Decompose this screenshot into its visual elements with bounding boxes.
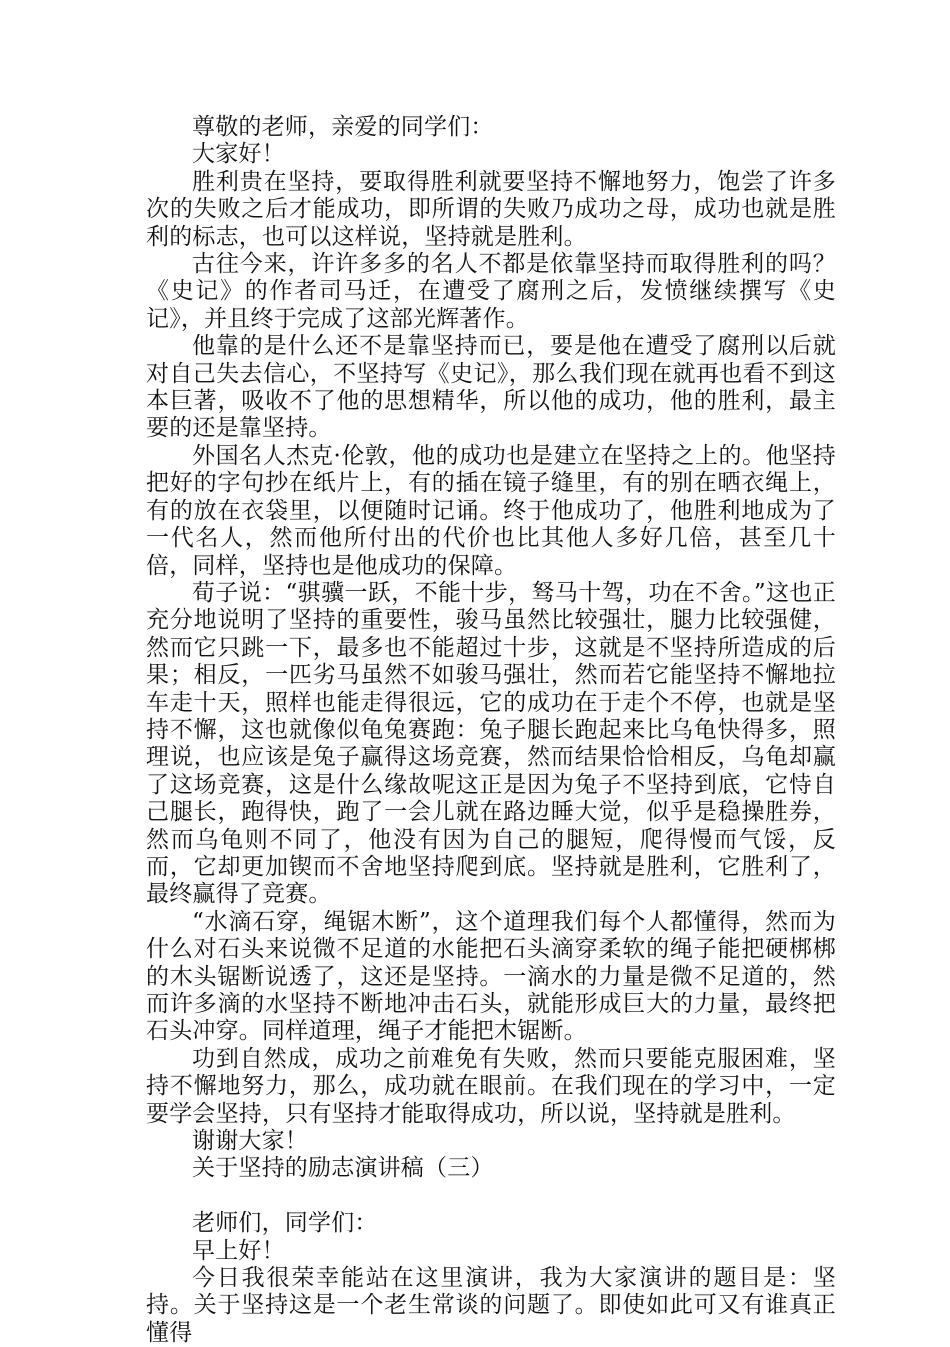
blank-line xyxy=(146,1183,836,1210)
document-page xyxy=(146,114,836,1347)
greeting: 老师们，同学们： xyxy=(192,1210,378,1237)
body-paragraph: 外国名人杰克·伦敦，他的成功也是建立在坚持之上的。他坚持把好的字句抄在纸片上，有的插在镜子缝里，有的别在晒衣绳上，有的放在衣袋里，以便随时记诵。终于他成功了，他胜利地成为了一代名人，然而他所付出的代价也比其他人多好几倍，甚至几十倍，同样，坚持也是他成功的保障。 xyxy=(146,442,836,579)
body-paragraph: 他靠的是什么还不是靠坚持而已，要是他在遭受了腐刑以后就对自己失去信心，不坚持写《史记》，那么我们现在就再也看不到这本巨著，吸收不了他的思想精华，所以他的成功，他的胜利，最主要的还是靠坚持。 xyxy=(146,333,836,442)
closing-thanks: 谢谢大家！ xyxy=(192,1128,308,1155)
body-paragraph: “水滴石穿，绳锯木断”，这个道理我们每个人都懂得，然而为什么对石头来说微不足道的水能把石头滴穿柔软的绳子能把硬梆梆的木头锯断说透了，这还是坚持。一滴水的力量是微不足道的，然而许多滴的水坚持不断地冲击石头，就能形成巨大的力量，最终把石头冲穿。同样道理，绳子才能把木锯断。 xyxy=(146,908,836,1045)
body-paragraph: 荀子说：“骐骥一跃，不能十步，驽马十驾，功在不舍。”这也正充分地说明了坚持的重要性，骏马虽然比较强壮，腿力比较强健，然而它只跳一下，最多也不能超过十步，这就是不坚持所造成的后果；相反，一匹劣马虽然不如骏马强壮，然而若它能坚持不懈地拉车走十天，照样也能走得很远，它的成功在于走个不停，也就是坚持不懈，这也就像似龟兔赛跑：兔子腿长跑起来比乌龟快得多，照理说，也应该是兔子赢得这场竞赛，然而结果恰恰相反，乌龟却赢了这场竞赛，这是什么缘故呢这正是因为兔子不坚持到底，它恃自己腿长，跑得快，跑了一会儿就在路边睡大觉，似乎是稳操胜券，然而乌龟则不同了，他没有因为自己的腿短，爬得慢而气馁，反而，它却更加锲而不舍地坚持爬到底。坚持就是胜利，它胜利了，最终赢得了竞赛。 xyxy=(146,579,836,908)
body-paragraph: 今日我很荣幸能站在这里演讲，我为大家演讲的题目是：坚持。关于坚持这是一个老生常谈的问题了。即使如此可又有谁真正懂得 xyxy=(146,1265,836,1346)
salutation: 早上好！ xyxy=(192,1237,285,1264)
body-paragraph: 胜利贵在坚持，要取得胜利就要坚持不懈地努力，饱尝了许多次的失败之后才能成功，即所谓的失败乃成功之母，成功也就是胜利的标志，也可以这样说，坚持就是胜利。 xyxy=(146,168,836,250)
body-paragraph: 功到自然成，成功之前难免有失败，然而只要能克服困难，坚持不懈地努力，那么，成功就在眼前。在我们现在的学习中，一定要学会坚持，只有坚持才能取得成功，所以说，坚持就是胜利。 xyxy=(146,1045,836,1127)
section-heading: 关于坚持的励志演讲稿（三） xyxy=(192,1155,494,1182)
greeting: 尊敬的老师，亲爱的同学们： xyxy=(192,114,494,140)
salutation: 大家好！ xyxy=(192,141,285,168)
body-paragraph: 古往今来，许许多多的名人不都是依靠坚持而取得胜利的吗？《史记》的作者司马迁，在遭受了腐刑之后，发愤继续撰写《史记》，并且终于完成了这部光辉著作。 xyxy=(146,251,836,332)
